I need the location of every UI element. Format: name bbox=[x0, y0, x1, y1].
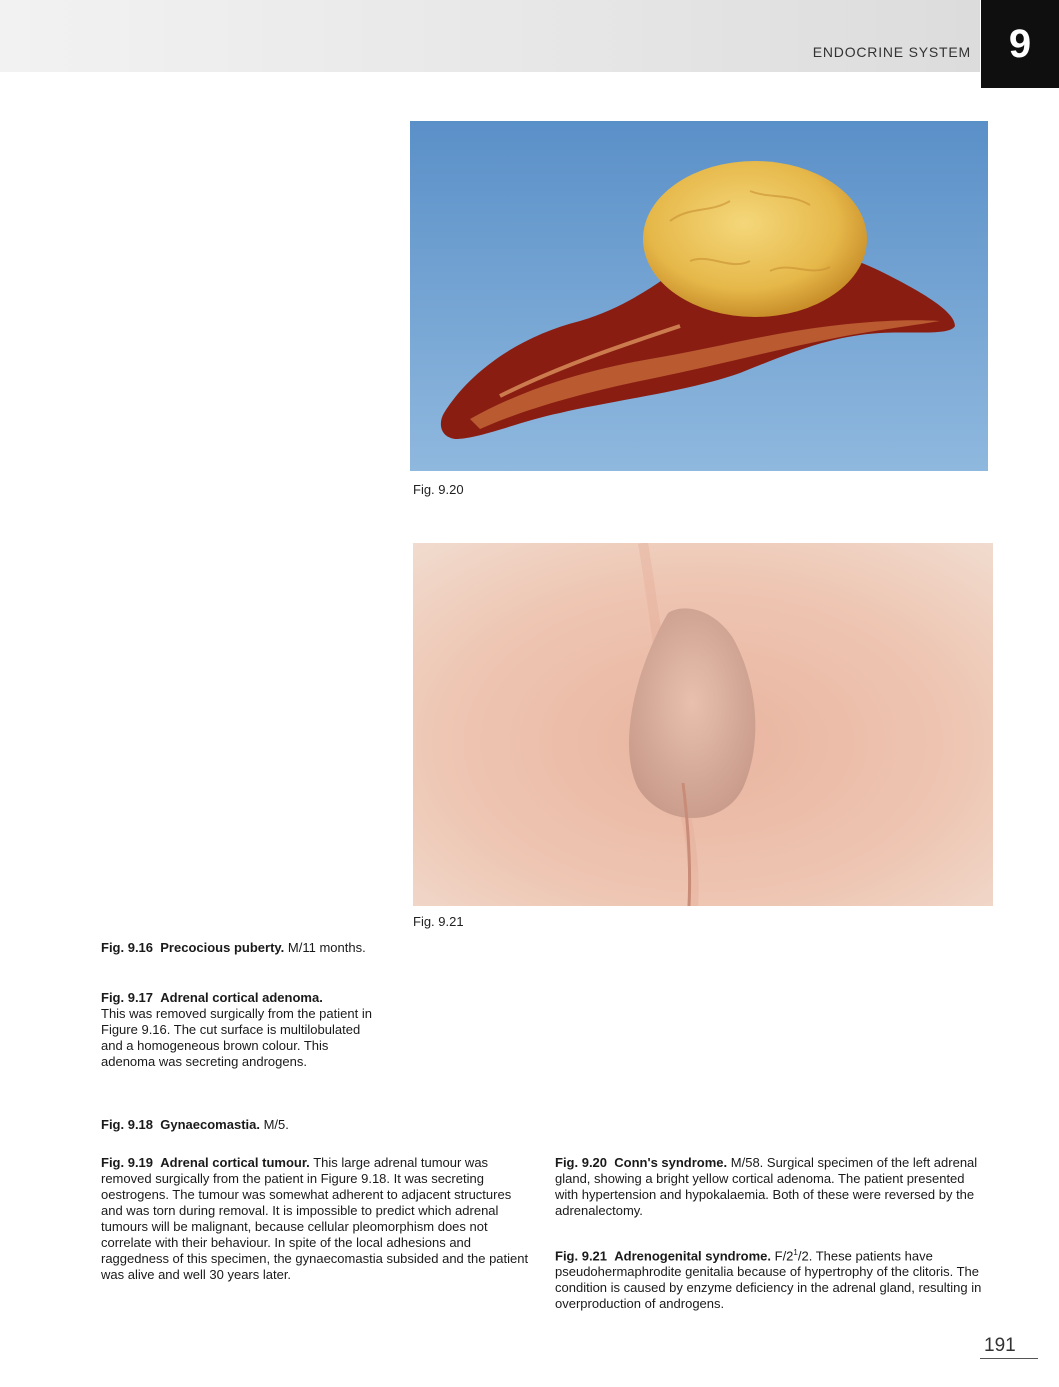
caption-label: Fig. 9.18 bbox=[101, 1117, 154, 1132]
caption-fig-9-21 bbox=[555, 1245, 985, 1312]
caption-label: Fig. 9.17 bbox=[101, 990, 154, 1005]
chapter-number-tab: 9 bbox=[981, 0, 1059, 88]
caption-text: M/5. bbox=[259, 1117, 289, 1132]
fig-9-20-photo bbox=[410, 121, 988, 471]
fig-9-20-label: Fig. 9.20 bbox=[413, 482, 464, 497]
page-number-rule bbox=[980, 1358, 1038, 1359]
caption-fig-9-16 bbox=[101, 940, 381, 956]
caption-title: Adrenal cortical adenoma. bbox=[160, 990, 323, 1005]
caption-title: Gynaecomastia. bbox=[160, 1117, 260, 1132]
page-number: 191 bbox=[984, 1335, 1016, 1356]
fig-9-21-photo bbox=[413, 543, 993, 906]
caption-fig-9-19 bbox=[101, 1155, 535, 1283]
fig-9-21-label: Fig. 9.21 bbox=[413, 914, 464, 929]
caption-fig-9-18 bbox=[101, 1117, 381, 1133]
caption-age-suffix: /2. bbox=[797, 1248, 813, 1264]
caption-title: Adrenogenital syndrome. bbox=[614, 1248, 772, 1264]
caption-title: Conn's syndrome. bbox=[614, 1155, 728, 1170]
section-title: ENDOCRINE SYSTEM bbox=[812, 44, 971, 60]
caption-label: Fig. 9.19 bbox=[101, 1155, 154, 1170]
caption-title: Adrenal cortical tumour. bbox=[160, 1155, 310, 1170]
caption-label: Fig. 9.20 bbox=[555, 1155, 608, 1170]
caption-text: This large adrenal tumour was removed surgically from the patient in Figure 9.18. It was secreting oestrogens. The tumour was somewhat adherent to adjacent structures and was torn during removal. It is impossible to predict which adrenal tumours will be malignant, because cellular pleomorphism does not correlate with their behaviour. In spite of the local adhesions and raggedness of this specimen, the gynaecomastia subsided and the patient was alive and well 30 years later. bbox=[101, 1155, 529, 1282]
caption-text: This was removed surgically from the patient in Figure 9.16. The cut surface is multilobulated and a homogeneous brown colour. This adenoma was secreting androgens. bbox=[101, 1006, 372, 1069]
caption-text: M/58. Surgical specimen of the left adrenal gland, showing a bright yellow cortical adenoma. The patient presented with hypertension and hypokalaemia. Both of these were reversed by the adrenalectomy. bbox=[555, 1155, 978, 1218]
clinical-photo-illustration bbox=[413, 543, 993, 906]
caption-age: F/2 bbox=[771, 1248, 794, 1264]
caption-fig-9-17 bbox=[101, 990, 381, 1070]
caption-title: Precocious puberty. bbox=[160, 940, 285, 955]
caption-text: These patients have pseudohermaphrodite genitalia because of hypertrophy of the clitoris. The condition is caused by enzyme deficiency in the adrenal gland, resulting in overproduction of androgens. bbox=[555, 1248, 982, 1312]
caption-age-superscript: 1 bbox=[793, 1248, 798, 1257]
caption-label: Fig. 9.21 bbox=[555, 1248, 608, 1264]
caption-label: Fig. 9.16 bbox=[101, 940, 154, 955]
adrenal-specimen-illustration bbox=[410, 121, 988, 471]
running-header-band bbox=[0, 0, 980, 72]
caption-fig-9-20 bbox=[555, 1155, 985, 1219]
caption-text: M/11 months. bbox=[284, 940, 366, 955]
